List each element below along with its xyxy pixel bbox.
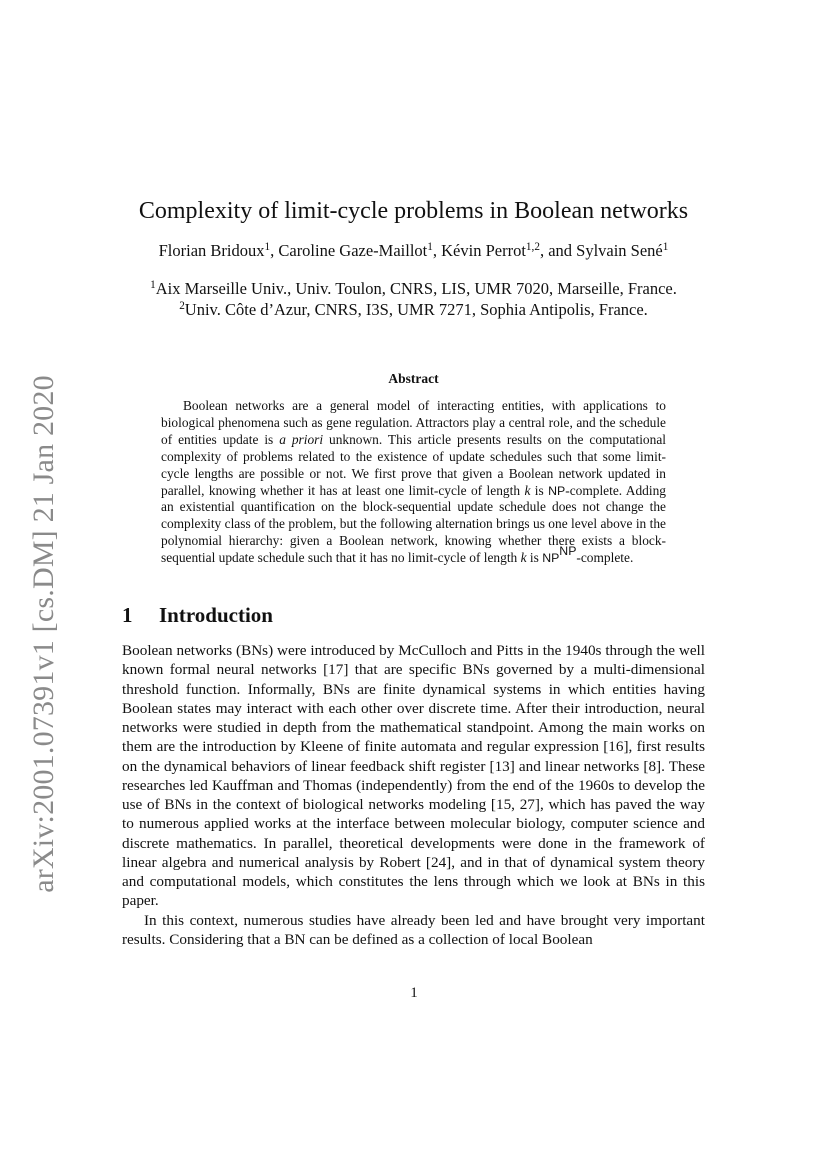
- author: Kévin Perrot$^{1,2}$, and: [441, 240, 577, 260]
- section-body: [122, 641, 705, 949]
- affiliation-mark: 1: [427, 240, 433, 253]
- arxiv-identifier: arXiv:2001.07391v1 [cs.DM] 21 Jan 2020: [27, 375, 60, 893]
- body-paragraph: In this context, numerous studies have already been led and have brought very important results. Considering that a BN can be defined as a collection of local Boolean: [122, 911, 705, 948]
- author: Florian Bridoux$^1$,: [158, 240, 279, 260]
- body-paragraph: Boolean networks (BNs) were introduced by McCulloch and Pitts in the 1940s through the well known formal neural networks [17] that are specific BNs governed by a multi-dimensional threshold function. Informally, BNs are finite dynamical systems in which entities having Boolean states may interact with each other over discrete time. After their introduction, neural networks were studied in depth from the mathematical standpoint. Among the main works on them are the introduction by Kleene of finite automata and regular expression [16], first results on the dynamical behaviors of linear feedback shift register [13] and linear networks [8]. These researches led Kauffman and Thomas (independently) from the end of the 1960s to develop the use of BNs in the context of biological networks modeling [15, 27], which has paved the way to numerous applied works at the interface between molecular biology, computer science and discrete mathematics. In parallel, theoretical developments were done in the framework of linear algebra and numerical analysis by Robert [24], and in that of dynamical system theory and computational models, which constitutes the lens through which we look at BNs in this paper.: [122, 642, 705, 910]
- affiliation-mark: 1: [264, 240, 271, 253]
- section-number: 1: [122, 603, 133, 627]
- section-title: Introduction: [159, 603, 273, 627]
- author: Sylvain Sené$^1$: [576, 240, 669, 260]
- author: Caroline Gaze-Maillot$^1$,: [278, 240, 442, 260]
- arxiv-side-stamp: [20, 362, 68, 906]
- complexity-class: NP: [548, 483, 566, 498]
- affiliation-mark: 1,2: [525, 240, 540, 253]
- section-heading: [122, 603, 273, 628]
- complexity-class: NP: [542, 551, 560, 566]
- author-list: [80, 240, 747, 262]
- abstract-heading: Abstract: [388, 371, 439, 386]
- affiliation-1: $^1$Aix Marseille Univ., Univ. Toulon, CNRS, LIS, UMR 7020, Marseille, France.: [150, 278, 677, 298]
- affiliation-mark: 1: [662, 240, 669, 253]
- paper-title: Complexity of limit-cycle problems in Boolean networks: [138, 198, 689, 224]
- affiliations: [80, 278, 747, 320]
- abstract-body: [161, 398, 666, 567]
- affiliation-2: $^2$Univ. Côte d’Azur, CNRS, I3S, UMR 7271, Sophia Antipolis, France.: [179, 299, 648, 319]
- abstract-paragraph: Boolean networks are a general model of interacting entities, with applications to biological phenomena such as gene regulation. Attractors play a central role, and the schedule of entities update is a priori unknown. This article presents results on the computational complexity of problems related to the existence of update schedules such that some limit-cycle lengths are possible or not. We first prove that given a Boolean network updated in parallel, knowing whether it has at least one limit-cycle of length k is NP-complete. Adding an existential quantification on the block-sequential update schedule does not change the complexity class of the problem, but the following alternation brings us one level above in the polynomial hierarchy: given a Boolean network, knowing whether there exists a block-sequential update schedule such that it has no limit-cycle of length k is $NP^{NP}$-complete.: [161, 398, 666, 566]
- page-number: 1: [410, 985, 418, 1001]
